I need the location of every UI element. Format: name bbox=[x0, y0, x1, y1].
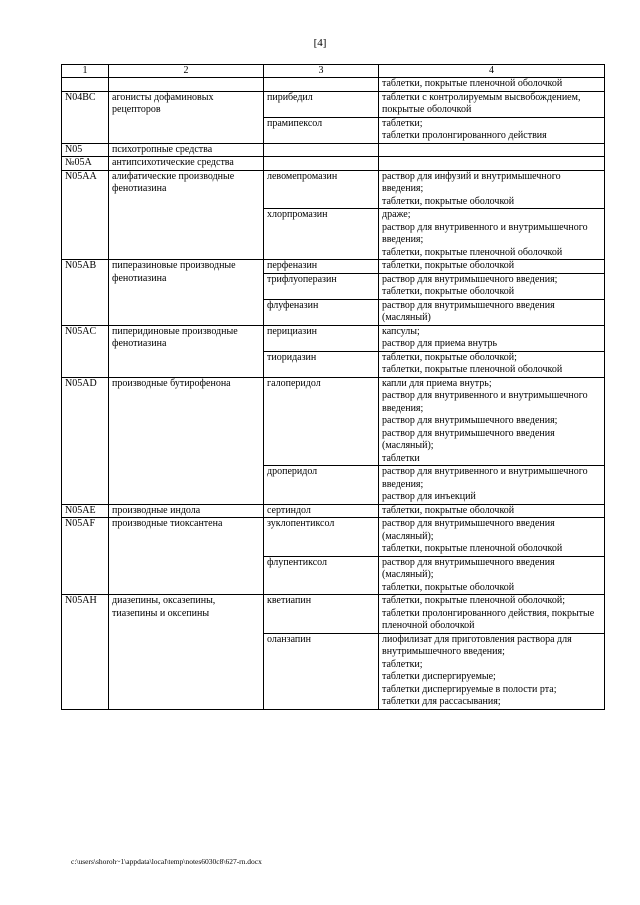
drug-name-cell bbox=[264, 78, 379, 92]
drug-name-cell: перфеназин bbox=[264, 260, 379, 274]
table-row bbox=[62, 78, 605, 92]
header-col-2: 2 bbox=[109, 65, 264, 78]
dosage-forms-cell: драже; раствор для внутривенного и внутримышечного введения; таблетки, покрытые пленочной оболочкой bbox=[379, 209, 605, 260]
table-row bbox=[62, 325, 605, 351]
atc-code-cell: N05AF bbox=[62, 518, 109, 595]
table-row bbox=[62, 157, 605, 171]
dosage-forms-cell: таблетки, покрытые оболочкой bbox=[379, 504, 605, 518]
atc-code-cell bbox=[62, 78, 109, 92]
drug-name-cell: флупентиксол bbox=[264, 556, 379, 595]
dosage-forms-cell: раствор для внутримышечного введения (масляный); таблетки, покрытые пленочной оболочкой bbox=[379, 518, 605, 557]
dosage-forms-cell: лиофилизат для приготовления раствора для внутримышечного введения; таблетки; таблетки диспергируемые; таблетки диспергируемые в полости рта; таблетки для рассасывания; bbox=[379, 633, 605, 709]
group-name-cell: производные тиоксантена bbox=[109, 518, 264, 595]
atc-code-cell: №05A bbox=[62, 157, 109, 171]
drug-name-cell: перициазин bbox=[264, 325, 379, 351]
group-name-cell: антипсихотические средства bbox=[109, 157, 264, 171]
group-name-cell: диазепины, оксазепины, тиазепины и оксепины bbox=[109, 595, 264, 710]
group-name-cell: пиперазиновые производные фенотиазина bbox=[109, 260, 264, 326]
drug-name-cell: галоперидол bbox=[264, 377, 379, 466]
atc-code-cell: N05 bbox=[62, 143, 109, 157]
drug-name-cell: трифлуоперазин bbox=[264, 273, 379, 299]
group-name-cell: производные индола bbox=[109, 504, 264, 518]
dosage-forms-cell bbox=[379, 143, 605, 157]
dosage-forms-cell: раствор для внутримышечного введения; таблетки, покрытые оболочкой bbox=[379, 273, 605, 299]
table-row bbox=[62, 595, 605, 634]
dosage-forms-cell: таблетки с контролируемым высвобождением, покрытые оболочкой bbox=[379, 91, 605, 117]
atc-code-cell: N04BC bbox=[62, 91, 109, 143]
group-name-cell: алифатические производные фенотиазина bbox=[109, 170, 264, 260]
drug-name-cell: кветиапин bbox=[264, 595, 379, 634]
drug-name-cell: зуклопентиксол bbox=[264, 518, 379, 557]
atc-code-cell: N05AH bbox=[62, 595, 109, 710]
drug-name-cell: флуфеназин bbox=[264, 299, 379, 325]
drug-name-cell: сертиндол bbox=[264, 504, 379, 518]
dosage-forms-cell: раствор для внутримышечного введения (масляный) bbox=[379, 299, 605, 325]
drug-name-cell bbox=[264, 157, 379, 171]
group-name-cell: агонисты дофаминовых рецепторов bbox=[109, 91, 264, 143]
table-body bbox=[62, 78, 605, 710]
atc-code-cell: N05AB bbox=[62, 260, 109, 326]
table-row bbox=[62, 504, 605, 518]
table-row bbox=[62, 377, 605, 466]
table-row bbox=[62, 170, 605, 209]
atc-code-cell: N05AE bbox=[62, 504, 109, 518]
dosage-forms-cell: таблетки, покрытые оболочкой bbox=[379, 260, 605, 274]
footer-file-path: c:\users\shoroh~1\appdata\local\temp\notes6030c8\627-rn.docx bbox=[71, 857, 262, 866]
group-name-cell bbox=[109, 78, 264, 92]
table-row bbox=[62, 260, 605, 274]
dosage-forms-cell bbox=[379, 157, 605, 171]
dosage-forms-cell: таблетки, покрытые пленочной оболочкой bbox=[379, 78, 605, 92]
dosage-forms-cell: таблетки, покрытые пленочной оболочкой; таблетки пролонгированного действия, покрытые пленочной оболочкой bbox=[379, 595, 605, 634]
dosage-forms-cell: таблетки; таблетки пролонгированного действия bbox=[379, 117, 605, 143]
group-name-cell: психотропные средства bbox=[109, 143, 264, 157]
header-col-4: 4 bbox=[379, 65, 605, 78]
atc-code-cell: N05AA bbox=[62, 170, 109, 260]
group-name-cell: производные бутирофенона bbox=[109, 377, 264, 504]
drug-name-cell: дроперидол bbox=[264, 466, 379, 505]
dosage-forms-cell: капли для приема внутрь; раствор для внутривенного и внутримышечного введения; раствор для внутримышечного введения; раствор для внутримышечного введения (масляный); таблетки bbox=[379, 377, 605, 466]
dosage-forms-cell: раствор для инфузий и внутримышечного введения; таблетки, покрытые оболочкой bbox=[379, 170, 605, 209]
drug-name-cell bbox=[264, 143, 379, 157]
dosage-forms-cell: раствор для внутримышечного введения (масляный); таблетки, покрытые оболочкой bbox=[379, 556, 605, 595]
dosage-forms-cell: капсулы; раствор для приема внутрь bbox=[379, 325, 605, 351]
table-row bbox=[62, 518, 605, 557]
drug-classification-table bbox=[61, 64, 605, 710]
drug-name-cell: прамипексол bbox=[264, 117, 379, 143]
table-row bbox=[62, 143, 605, 157]
header-col-3: 3 bbox=[264, 65, 379, 78]
page-number: [4] bbox=[313, 37, 327, 49]
dosage-forms-cell: таблетки, покрытые оболочкой; таблетки, покрытые пленочной оболочкой bbox=[379, 351, 605, 377]
group-name-cell: пиперидиновые производные фенотиазина bbox=[109, 325, 264, 377]
table-row bbox=[62, 91, 605, 117]
atc-code-cell: N05AD bbox=[62, 377, 109, 504]
table-header-row bbox=[62, 65, 605, 78]
drug-name-cell: пирибедил bbox=[264, 91, 379, 117]
drug-name-cell: хлорпромазин bbox=[264, 209, 379, 260]
drug-name-cell: оланзапин bbox=[264, 633, 379, 709]
atc-code-cell: N05AC bbox=[62, 325, 109, 377]
drug-name-cell: левомепромазин bbox=[264, 170, 379, 209]
header-col-1: 1 bbox=[62, 65, 109, 78]
dosage-forms-cell: раствор для внутривенного и внутримышечного введения; раствор для инъекций bbox=[379, 466, 605, 505]
drug-name-cell: тиоридазин bbox=[264, 351, 379, 377]
